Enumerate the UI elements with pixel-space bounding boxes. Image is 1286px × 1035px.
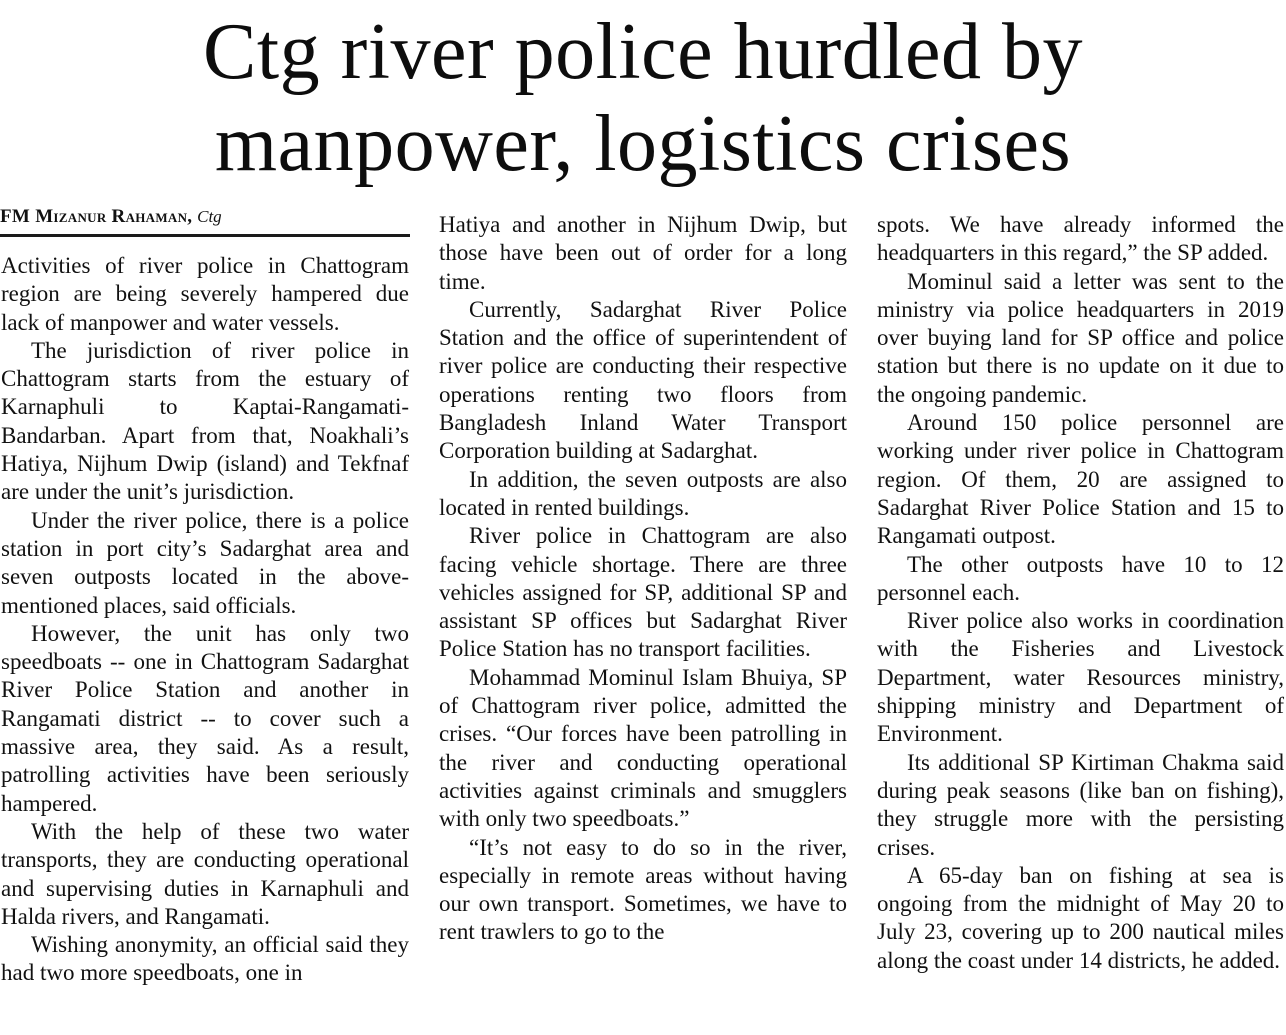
- paragraph: River police in Chattogram are also facing vehicle shortage. There are three vehicles assigned for SP, additional SP and assistant SP offices but Sadarghat River Police Station has no transport facilities.: [439, 523, 847, 662]
- byline: [0, 204, 410, 237]
- byline-location: Ctg: [197, 207, 222, 226]
- paragraph: “It’s not easy to do so in the river, especially in remote areas without having our own transport. Sometimes, we have to rent trawlers to go to the: [439, 834, 847, 945]
- paragraph: Its additional SP Kirtiman Chakma said during peak seasons (like ban on fishing), they struggle more with the persisting crises.: [877, 749, 1284, 860]
- paragraph-continued: spots. We have already informed the headquarters in this regard,” the SP added.: [877, 212, 1284, 266]
- paragraph: Wishing anonymity, an official said they had two more speedboats, one in: [1, 932, 409, 986]
- paragraph: With the help of these two water transports, they are conducting operational and supervising duties in Karnaphuli and Halda rivers, and Rangamati.: [1, 818, 409, 929]
- article-column-3: [877, 211, 1284, 975]
- paragraph-continued: Hatiya and another in Nijhum Dwip, but those have been out of order for a long time.: [439, 212, 847, 294]
- article-column-1: [1, 252, 409, 988]
- headline: [0, 6, 1286, 190]
- paragraph: River police also works in coordination with the Fisheries and Livestock Department, water Resources ministry, shipping ministry and Department of Environment.: [877, 608, 1284, 747]
- paragraph: However, the unit has only two speedboats -- one in Chattogram Sadarghat River Police Station and another in Rangamati district -- to cover such a massive area, they said. As a result, patrolling activities have been seriously hampered.: [1, 620, 409, 816]
- headline-line-1: Ctg river police hurdled by: [203, 8, 1083, 96]
- headline-line-2: manpower, logistics crises: [214, 100, 1072, 188]
- paragraph: Mohammad Mominul Islam Bhuiya, SP of Chattogram river police, admitted the crises. “Our forces have been patrolling in the river and conducting operational activities against criminals and smugglers with only two speedboats.”: [439, 664, 847, 832]
- paragraph: In addition, the seven outposts are also located in rented buildings.: [439, 466, 847, 520]
- paragraph: Under the river police, there is a police station in port city’s Sadarghat area and seven outposts located in the above-mentioned places, said officials.: [1, 507, 409, 618]
- paragraph: Activities of river police in Chattogram region are being severely hampered due lack of manpower and water vessels.: [1, 253, 409, 335]
- paragraph: The other outposts have 10 to 12 personnel each.: [877, 551, 1284, 605]
- article-column-2: [439, 211, 847, 947]
- paragraph: A 65-day ban on fishing at sea is ongoing from the midnight of May 20 to July 23, covering up to 200 nautical miles along the coast under 14 districts, he added.: [877, 862, 1284, 973]
- paragraph: Mominul said a letter was sent to the ministry via police headquarters in 2019 over buying land for SP office and police station but there is no update on it due to the ongoing pandemic.: [877, 268, 1284, 407]
- byline-author: FM Mizanur Rahaman,: [0, 206, 193, 227]
- paragraph: Around 150 police personnel are working under river police in Chattogram region. Of them, 20 are assigned to Sadarghat River Police Station and 15 to Rangamati outpost.: [877, 410, 1284, 549]
- paragraph: The jurisdiction of river police in Chattogram starts from the estuary of Karnaphuli to Kaptai-Rangamati-Bandarban. Apart from that, Noakhali’s Hatiya, Nijhum Dwip (island) and Tekfnaf are under the unit’s jurisdiction.: [1, 337, 409, 505]
- paragraph: Currently, Sadarghat River Police Station and the office of superintendent of river police are conducting their respective operations renting two floors from Bangladesh Inland Water Transport Corporation building at Sadarghat.: [439, 296, 847, 464]
